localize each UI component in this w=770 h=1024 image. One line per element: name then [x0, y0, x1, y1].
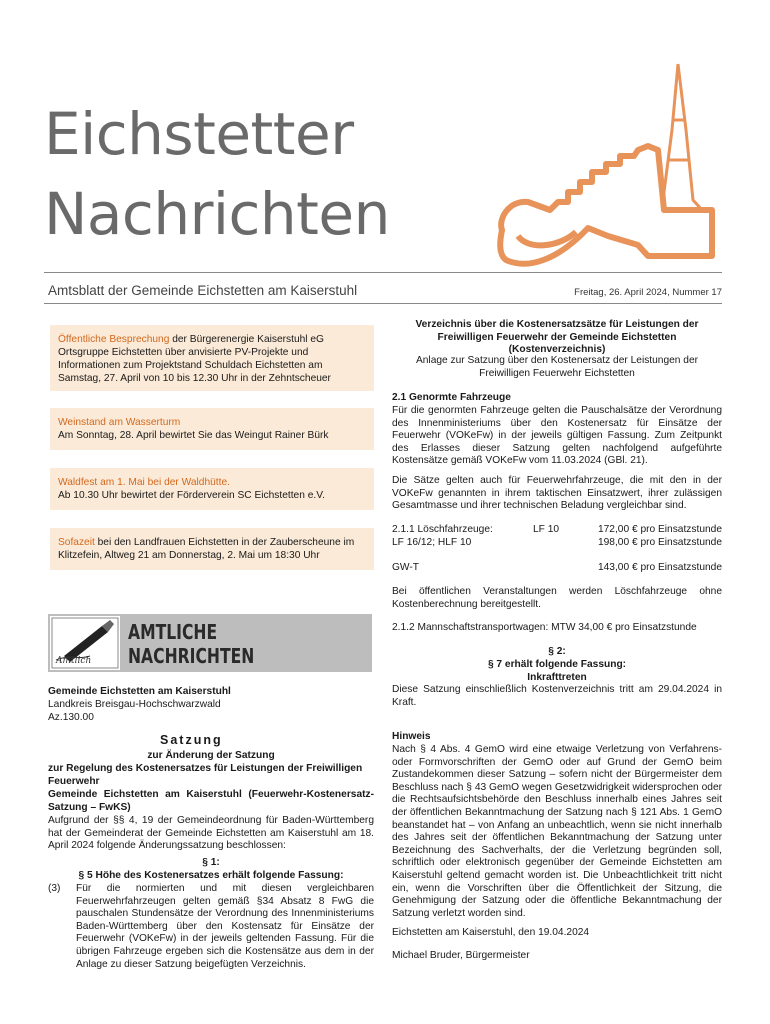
- masthead-line2: Nachrichten: [44, 180, 390, 248]
- masthead-subtitle: Amtsblatt der Gemeinde Eichstetten am Kaiserstuhl: [48, 283, 358, 298]
- reference-number: Az.130.00: [48, 712, 94, 723]
- notice-highlight: Weinstand am Wasserturm: [58, 417, 181, 428]
- fountain-pen-icon: [50, 616, 120, 670]
- notice-highlight: Öffentliche Besprechung: [58, 334, 170, 345]
- satzung-subtitle1: zur Änderung der Satzung: [147, 750, 275, 761]
- masthead-rule-top: [44, 272, 722, 273]
- satzung-subtitle2: zur Regelung des Kostenersatzes für Leistungen der Freiwilligen Feuerwehr: [48, 763, 363, 787]
- satzung-title: Satzung: [160, 733, 223, 747]
- rate-name: 2.1.1 Löschfahrzeuge:: [392, 524, 493, 535]
- paragraph2-heading: § 2:: [548, 646, 566, 657]
- masthead-line1: Eichstetter: [44, 100, 354, 168]
- paragraph1-heading: § 1:: [202, 857, 220, 868]
- hinweis-title: Hinweis: [392, 731, 431, 742]
- notice-box: [50, 325, 374, 391]
- mtw-rate: 2.1.2 Mannschaftstransportwagen: MTW 34,00 € pro Einsatzstunde: [392, 622, 697, 633]
- masthead-rule-bottom: [44, 303, 722, 304]
- satzung-subtitle3: Gemeinde Eichstetten am Kaiserstuhl (Feuerwehr-Kostenersatz-Satzung – FwKS): [48, 789, 374, 813]
- section-2-1-text2: Die Sätze gelten auch für Feuerwehrfahrzeuge, die mit den in der VOKeFw genannten in ihrem taktischen Einsatzwert, ihrer zulässigen Gesamtmasse und ihrer technischen Beladung vergleichbar sind.: [392, 475, 722, 512]
- amtliche-title: [128, 620, 254, 668]
- rate-price: 198,00 € pro Einsatzstunde: [597, 537, 722, 548]
- issuer: Gemeinde Eichstetten am Kaiserstuhl: [48, 686, 231, 697]
- paragraph1-number: (3): [48, 883, 61, 894]
- hinweis-text: Nach § 4 Abs. 4 GemO wird eine etwaige Verletzung von Verfahrens- oder Formvorschriften der GemO oder auf Grund der GemO beim Zustandekommen dieser Satzung – sofern nicht der Bürgermeister dem Beschluss nach § 43 GemO wegen Gesetzwidrigkeit widersprochen oder die Rechtsaufsichtsbehörde den Beschluss innerhalb eines Jahres seit der öffentlichen Bekanntmachung der Satzung nach § 121 Abs. 1 GemO beanstandet hat – von Anfang an unbeachtlich, wenn sie nicht innerhalb des Jahres seit der öffentlichen Bekanntmachung der Satzung unter Bezeichnung des Sachverhalts, der die Verletzung begründen soll, schriftlich oder elektronisch gegenüber der Gemeinde Eichstetten am Kaiserstuhl geltend gemacht worden ist. Die Unbeachtlichkeit tritt nicht ein, wenn die Vorschriften über die Öffentlichkeit der Sitzung, die Genehmigung der Satzung oder die öffentliche Bekanntmachung der Satzung verletzt worden sind.: [392, 744, 722, 919]
- paragraph2-text: Diese Satzung einschließlich Kostenverzeichnis tritt am 29.04.2024 in Kraft.: [392, 684, 722, 708]
- section-2-1-title: 2.1 Genormte Fahrzeuge: [392, 392, 511, 403]
- notice-text: bei den Landfrauen Eichstetten in der Zauberscheune im Klitzefein, Altweg 21 am Donnerstag, 2. Mai um 18:30 Uhr: [58, 537, 355, 561]
- paragraph1-text: Für die normierten und mit diesen vergleichbaren Feuerwehrfahrzeugen gelten gemäß §34 Absatz 8 FwG die pauschalen Stundensätze der Verordnung des Innenministeriums Baden-Württemberg über den Kostensatz für Einsätze der Feuerwehr (VOKeFw) in der jeweils geltenden Fassung. Für die übrigen Fahrzeuge ergeben sich die Kostensätze aus dem in der Anlage zu dieser Satzung beigefügten Verzeichnis.: [76, 883, 374, 970]
- rate-name: GW-T: [392, 562, 419, 573]
- church-steps-logo-icon: [488, 60, 728, 272]
- preamble: Aufgrund der §§ 4, 19 der Gemeindeordnung für Baden-Württemberg hat der Gemeinderat der Gemeinde Eichstetten am Kaiserstuhl am 18. April 2024 folgende Änderungssatzung beschlossen:: [48, 815, 374, 852]
- paragraph2-subheading2: Inkrafttreten: [527, 672, 587, 683]
- amtliche-title-line2: NACHRICHTEN: [128, 644, 255, 668]
- signature: Michael Bruder, Bürgermeister: [392, 950, 530, 961]
- notice-text: Am Sonntag, 28. April bewirtet Sie das Weingut Rainer Bürk: [58, 430, 329, 441]
- district: Landkreis Breisgau-Hochschwarzwald: [48, 699, 221, 710]
- public-events-note: Bei öffentlichen Veranstaltungen werden Löschfahrzeuge ohne Kostenberechnung bereitgestellt.: [392, 586, 722, 610]
- notice-box: [50, 528, 374, 570]
- notice-box: [50, 468, 374, 510]
- paragraph2-subheading: § 7 erhält folgende Fassung:: [487, 659, 627, 670]
- schedule-heading: Verzeichnis über die Kostenersatzsätze für Leistungen der Freiwilligen Feuerwehr der Gemeinde Eichstetten (Kostenverzeichnis): [415, 319, 699, 356]
- issue-dateline: Freitag, 26. April 2024, Nummer 17: [574, 287, 722, 298]
- notice-box: [50, 408, 374, 450]
- section-2-1-text: Für die genormten Fahrzeuge gelten die Pauschalsätze der Verordnung des Innenministeriums über den Kostenersatz für Einsätze der Feuerwehr (VOKeFw) in der jeweils gültigen Fassung. Zum Zeitpunkt des Erlasses dieser Satzung gelten nachfolgend aufgeführte Kostensätze gemäß VOKeFw vom 11.03.2024 (GBl. 21).: [392, 405, 722, 467]
- place-date: Eichstetten am Kaiserstuhl, den 19.04.2024: [392, 927, 590, 938]
- notice-highlight: Sofazeit: [58, 537, 95, 548]
- notice-highlight: Waldfest am 1. Mai bei der Waldhütte.: [58, 477, 230, 488]
- rate-type: LF 10: [533, 524, 560, 535]
- rate-name: LF 16/12; HLF 10: [392, 537, 472, 548]
- rate-price: 143,00 € pro Einsatzstunde: [597, 562, 722, 573]
- paragraph1-subheading: § 5 Höhe des Kostenersatzes erhält folgende Fassung:: [78, 870, 344, 881]
- rate-price: 172,00 € pro Einsatzstunde: [597, 524, 722, 535]
- notice-text: Ab 10.30 Uhr bewirtet der Förderverein SC Eichstetten e.V.: [58, 490, 325, 501]
- amtliche-title-line1: AMTLICHE: [128, 620, 218, 644]
- schedule-subheading: Anlage zur Satzung über den Kostenersatz der Leistungen der Freiwilligen Feuerwehr Eichstetten: [415, 355, 699, 379]
- amtlich-icon-label: Amtlich: [56, 656, 92, 666]
- notice-text: der Bürgerenergie Kaiserstuhl eG Ortsgruppe Eichstetten über anvisierte PV-Projekte und Informationen zum Projektstand Schuldach Eichstetten am Samstag, 27. April von 10 bis 12.30 Uhr in der Zehntscheuer: [58, 334, 331, 384]
